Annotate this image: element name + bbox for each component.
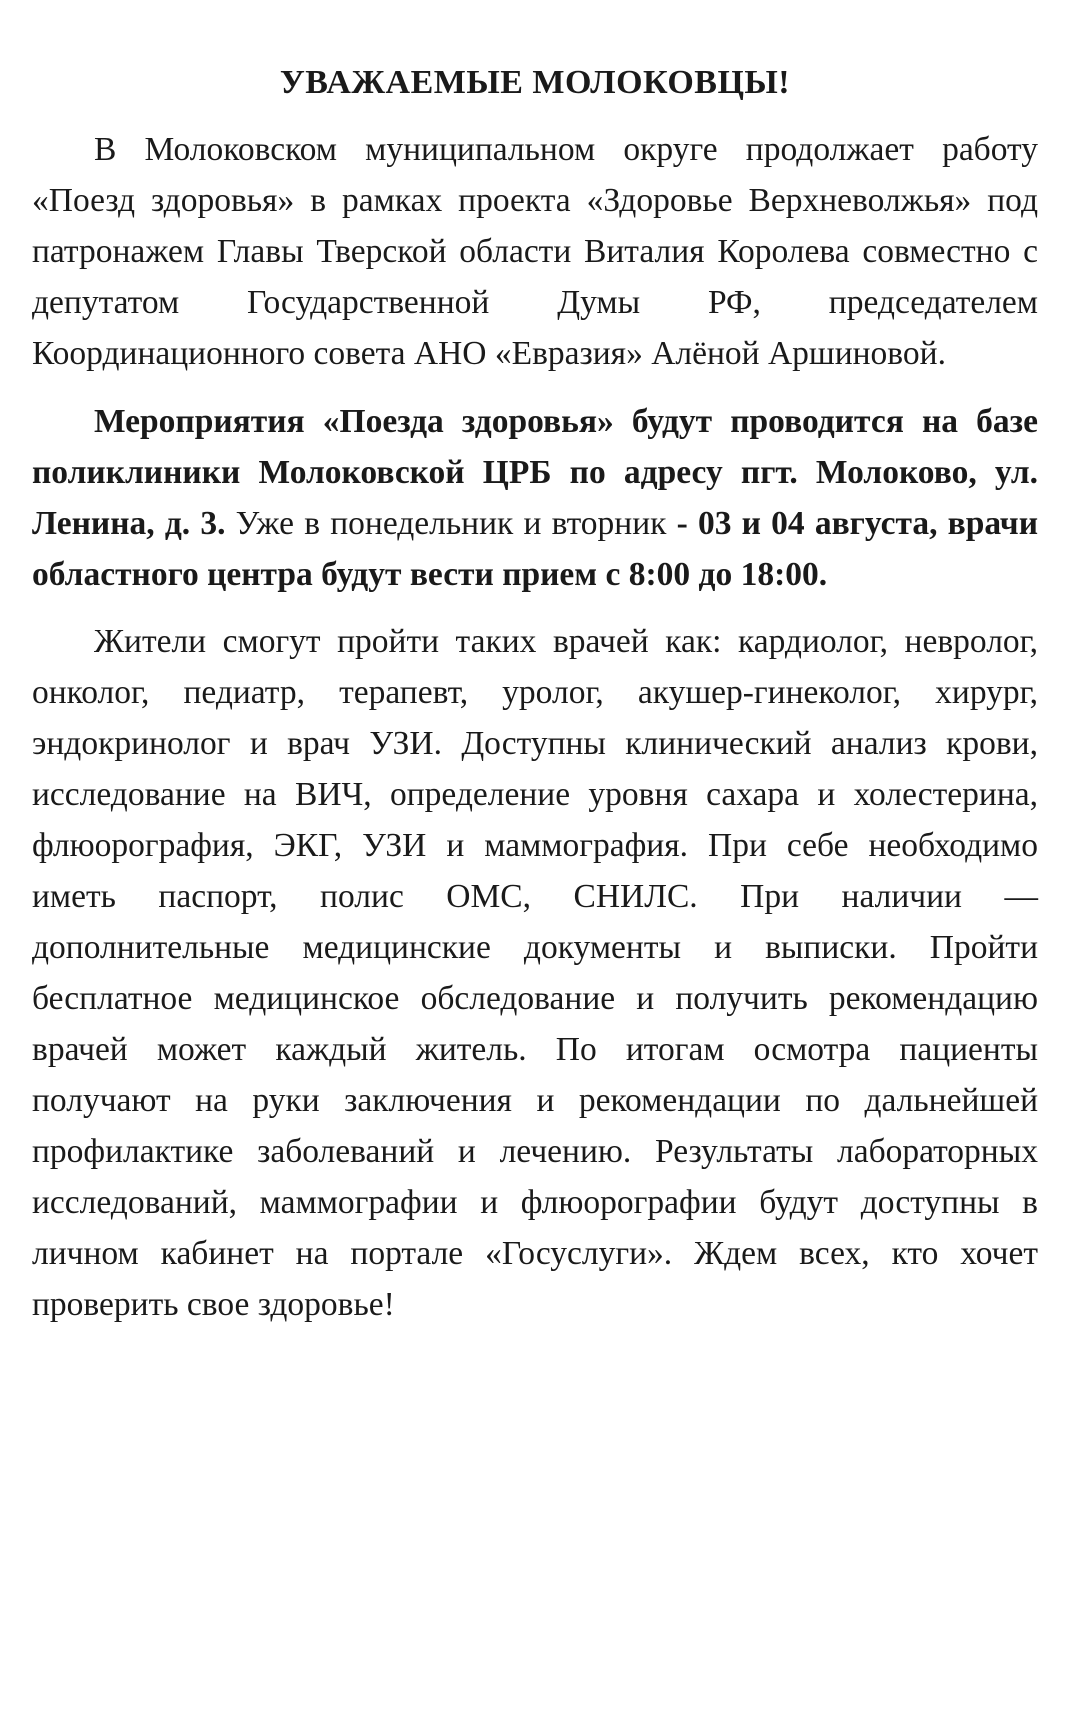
paragraph-services: Жители смогут пройти таких врачей как: кардиолог, невролог, онколог, педиатр, терапевт, уролог, акушер-гинеколог, хирург, эндокринолог и врач УЗИ. Доступны клинический анализ крови, исследование на ВИЧ, определение уровня сахара и холестерина, флюорография, ЭКГ, УЗИ и маммография. При себе необходимо иметь паспорт, полис ОМС, СНИЛС. При наличии — дополнительные медицинские документы и выписки. Пройти бесплатное медицинское обследование и получить рекомендацию врачей может каждый житель. По итогам осмотра пациенты получают на руки заключения и рекомендации по дальнейшей профилактике заболеваний и лечению. Результаты лабораторных исследований, маммографии и флюорографии будут доступны в личном кабинет на портале «Госуслуги». Ждем всех, кто хочет проверить свое здоровье! bbox=[32, 623, 1038, 1323]
paragraph-schedule bbox=[32, 396, 1038, 600]
document-title: УВАЖАЕМЫЕ МОЛОКОВЦЫ! bbox=[279, 64, 791, 101]
schedule-days-text: Уже в понедельник и вторник bbox=[225, 505, 677, 542]
schedule-location-text: Мероприятия «Поезда здоровья» будут проводится на базе поликлиники Молоковской ЦРБ по адресу пгт. Молоково, ул. Ленина, д. 3. bbox=[32, 403, 1038, 542]
schedule-dates-text: - 03 и 04 августа, врачи областного центра будут вести прием с 8:00 до 18:00. bbox=[32, 505, 1038, 593]
document-page bbox=[32, 62, 1038, 1330]
paragraph-intro: В Молоковском муниципальном округе продолжает работу «Поезд здоровья» в рамках проекта «Здоровье Верхневолжья» под патронажем Главы Тверской области Виталия Королева совместно с депутатом Государственной Думы РФ, председателем Координационного совета АНО «Евразия» Алёной Аршиновой. bbox=[32, 131, 1038, 372]
